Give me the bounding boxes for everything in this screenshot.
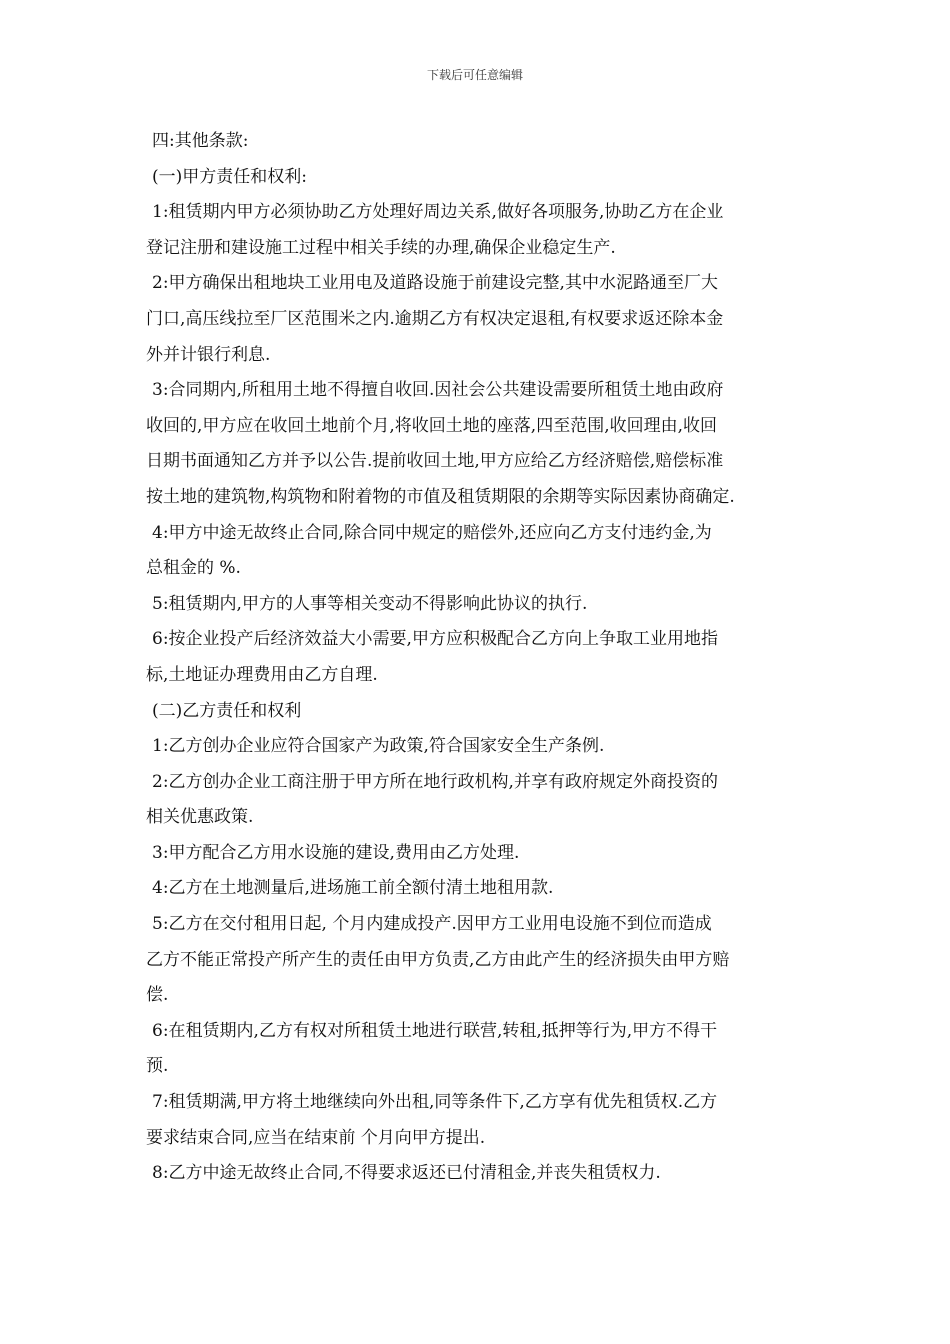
document-body: [146, 124, 810, 1192]
text-line: 2:甲方确保出租地块工业用电及道路设施于前建设完整,其中水泥路通至厂大: [152, 273, 718, 294]
text-line: 3:甲方配合乙方用水设施的建设,费用由乙方处理.: [152, 842, 520, 863]
text-line: 日期书面通知乙方并予以公告.提前收回土地,甲方应给乙方经济赔偿,赔偿标准: [146, 451, 724, 472]
text-line: 7:租赁期满,甲方将土地继续向外出租,同等条件下,乙方享有优先租赁权.乙方: [152, 1092, 718, 1113]
page-header: 下载后可任意编辑: [426, 68, 523, 82]
text-line: 相关优惠政策.: [146, 807, 254, 828]
text-line: 5:租赁期内,甲方的人事等相关变动不得影响此协议的执行.: [152, 593, 588, 614]
text-line: 四:其他条款:: [152, 131, 249, 151]
text-line: 1:租赁期内甲方必须协助乙方处理好周边关系,做好各项服务,协助乙方在企业: [152, 202, 724, 223]
text-line: 登记注册和建设施工过程中相关手续的办理,确保企业稳定生产.: [146, 237, 616, 258]
text-line: 乙方不能正常投产所产生的责任由甲方负责,乙方由此产生的经济损失由甲方赔: [146, 949, 730, 970]
text-line: 3:合同期内,所租用土地不得擅自收回.因社会公共建设需要所租赁土地由政府: [152, 380, 724, 401]
text-line: 1:乙方创办企业应符合国家产为政策,符合国家安全生产条例.: [152, 736, 605, 757]
text-line: (二)乙方责任和权利: [152, 700, 302, 721]
text-line: 偿.: [146, 985, 169, 1006]
text-line: 6:按企业投产后经济效益大小需要,甲方应积极配合乙方向上争取工业用地指: [152, 629, 718, 650]
text-line: 2:乙方创办企业工商注册于甲方所在地行政机构,并享有政府规定外商投资的: [152, 771, 718, 792]
text-line: 4:甲方中途无故终止合同,除合同中规定的赔偿外,还应向乙方支付违约金,为: [152, 522, 712, 543]
text-line: 标,土地证办理费用由乙方自理.: [146, 664, 378, 685]
text-line: 门口,高压线拉至厂区范围米之内.逾期乙方有权决定退租,有权要求返还除本金: [146, 308, 724, 329]
text-line: 总租金的 %.: [146, 558, 241, 579]
text-line: 按土地的建筑物,构筑物和附着物的市值及租赁期限的余期等实际因素协商确定.: [146, 486, 735, 507]
text-line: 5:乙方在交付租用日起, 个月内建成投产.因甲方工业用电设施不到位而造成: [152, 914, 712, 935]
text-line: 4:乙方在土地测量后,进场施工前全额付清土地租用款.: [152, 878, 554, 899]
text-line: (一)甲方责任和权利:: [152, 166, 307, 187]
text-line: 8:乙方中途无故终止合同,不得要求返还已付清租金,并丧失租赁权力.: [152, 1163, 661, 1184]
text-line: 要求结束合同,应当在结束前 个月向甲方提出.: [146, 1127, 486, 1148]
text-line: 预.: [146, 1056, 169, 1077]
text-line: 外并计银行利息.: [146, 344, 271, 365]
text-line: 收回的,甲方应在收回土地前个月,将收回土地的座落,四至范围,收回理由,收回: [146, 415, 718, 436]
text-line: 6:在租赁期内,乙方有权对所租赁土地进行联营,转租,抵押等行为,甲方不得干: [152, 1020, 718, 1041]
